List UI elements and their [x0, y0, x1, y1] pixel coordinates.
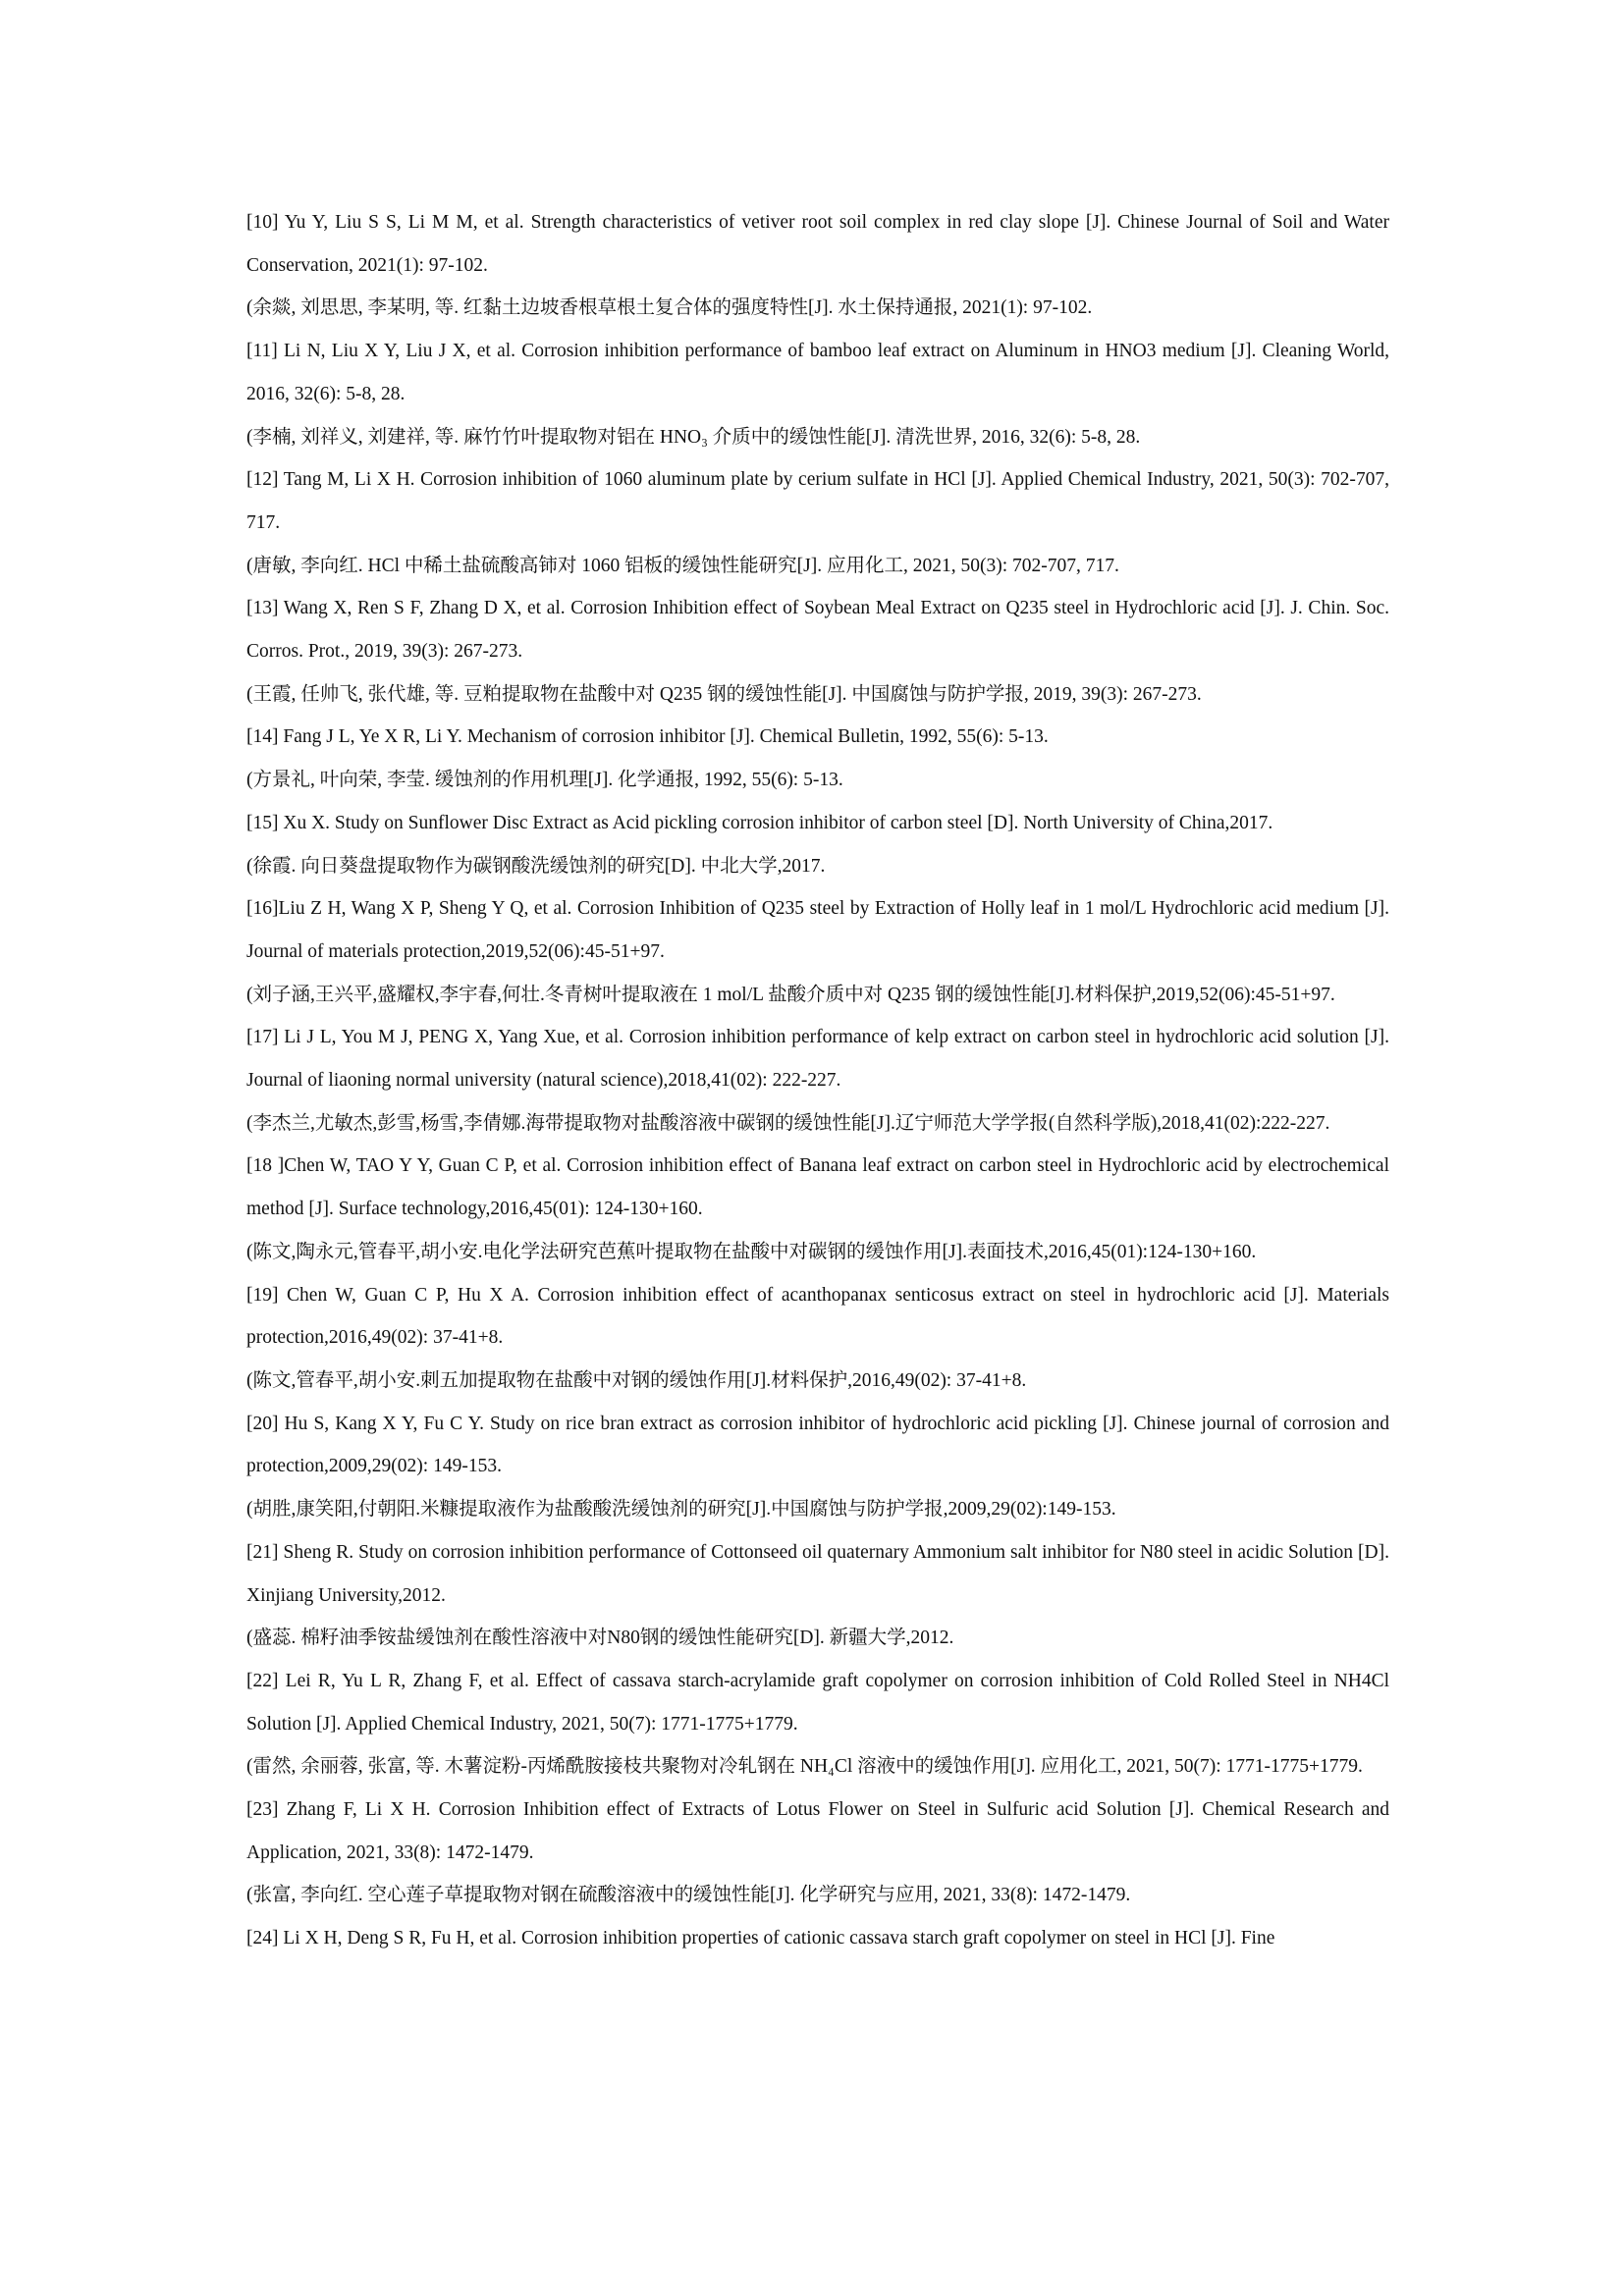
- reference-entry-15-cn: (徐霞. 向日葵盘提取物作为碳钢酸洗缓蚀剂的研究[D]. 中北大学,2017.: [246, 855, 826, 877]
- reference-entry-22-cn: (雷然, 余丽蓉, 张富, 等. 木薯淀粉-丙烯酰胺接枝共聚物对冷轧钢在 NH₄Cl 溶液中的缓蚀作用[J]. 应用化工, 2021, 50(7): 1771-1775+1779.: [246, 1756, 1363, 1778]
- reference-entry-13-en: [13] Wang X, Ren S F, Zhang D X, et al. Corrosion Inhibition effect of Soybean Meal Extract on Q235 steel in Hydrochloric acid [J]. J. Chin. Soc. Corros. Prot., 2019, 39(3): 267-273.: [246, 598, 1389, 663]
- reference-entry-11-cn: (李楠, 刘祥义, 刘建祥, 等. 麻竹竹叶提取物对铝在 HNO₃ 介质中的缓蚀性能[J]. 清洗世界, 2016, 32(6): 5-8, 28.: [246, 426, 1141, 448]
- reference-entry-18-en: [18 ]Chen W, TAO Y Y, Guan C P, et al. Corrosion inhibition effect of Banana leaf extract on carbon steel in Hydrochloric acid by electrochemical method [J]. Surface technology,2016,45(01): 124-130+160.: [246, 1155, 1389, 1220]
- reference-entry-19-cn: (陈文,管春平,胡小安.刺五加提取物在盐酸中对钢的缓蚀作用[J].材料保护,2016,49(02): 37-41+8.: [246, 1369, 1027, 1391]
- reference-entry-16-cn: (刘子涵,王兴平,盛耀权,李宇春,何壮.冬青树叶提取液在 1 mol/L 盐酸介质中对 Q235 钢的缓蚀性能[J].材料保护,2019,52(06):45-51+97.: [246, 984, 1335, 1005]
- reference-entry-21-cn: (盛蕊. 棉籽油季铵盐缓蚀剂在酸性溶液中对N80钢的缓蚀性能研究[D]. 新疆大学,2012.: [246, 1628, 954, 1649]
- reference-entry-10-cn: (余燚, 刘思思, 李某明, 等. 红黏土边坡香根草根土复合体的强度特性[J]. 水土保持通报, 2021(1): 97-102.: [246, 297, 1093, 319]
- reference-entry-14-cn: (方景礼, 叶向荣, 李莹. 缓蚀剂的作用机理[J]. 化学通报, 1992, 55(6): 5-13.: [246, 770, 843, 791]
- reference-entry-17-cn: (李杰兰,尤敏杰,彭雪,杨雪,李倩娜.海带提取物对盐酸溶液中碳钢的缓蚀性能[J].辽宁师范大学学报(自然科学版),2018,41(02):222-227.: [246, 1112, 1330, 1134]
- reference-entry-13-cn: (王霞, 任帅飞, 张代雄, 等. 豆粕提取物在盐酸中对 Q235 钢的缓蚀性能[J]. 中国腐蚀与防护学报, 2019, 39(3): 267-273.: [246, 683, 1202, 705]
- reference-entry-10-en: [10] Yu Y, Liu S S, Li M M, et al. Strength characteristics of vetiver root soil complex in red clay slope [J]. Chinese Journal of Soil and Water Conservation, 2021(1): 97-102.: [246, 212, 1389, 276]
- reference-entry-12-en: [12] Tang M, Li X H. Corrosion inhibition of 1060 aluminum plate by cerium sulfate in HCl [J]. Applied Chemical Industry, 2021, 50(3): 702-707, 717.: [246, 469, 1389, 533]
- reference-entry-19-en: [19] Chen W, Guan C P, Hu X A. Corrosion inhibition effect of acanthopanax senticosus extract on steel in hydrochloric acid [J]. Materials protection,2016,49(02): 37-41+8.: [246, 1284, 1389, 1349]
- reference-entry-22-en: [22] Lei R, Yu L R, Zhang F, et al. Effect of cassava starch-acrylamide graft copolymer on corrosion inhibition of Cold Rolled Steel in NH4Cl Solution [J]. Applied Chemical Industry, 2021, 50(7): 1771-1775+1779.: [246, 1670, 1389, 1735]
- reference-entry-24-en: [24] Li X H, Deng S R, Fu H, et al. Corrosion inhibition properties of cationic cassava starch graft copolymer on steel in HCl [J]. Fine: [246, 1928, 1275, 1949]
- reference-entry-12-cn: (唐敏, 李向红. HCl 中稀土盐硫酸高铈对 1060 铝板的缓蚀性能研究[J]. 应用化工, 2021, 50(3): 702-707, 717.: [246, 555, 1119, 576]
- reference-entry-17-en: [17] Li J L, You M J, PENG X, Yang Xue, et al. Corrosion inhibition performance of kelp extract on carbon steel in hydrochloric acid solution [J]. Journal of liaoning normal university (natural science),2018,41(02): 222-227.: [246, 1027, 1389, 1092]
- reference-entry-16-en: [16]Liu Z H, Wang X P, Sheng Y Q, et al. Corrosion Inhibition of Q235 steel by Extraction of Holly leaf in 1 mol/L Hydrochloric acid medium [J]. Journal of materials protection,2019,52(06):45-51+97.: [246, 898, 1389, 962]
- reference-entry-23-cn: (张富, 李向红. 空心莲子草提取物对钢在硫酸溶液中的缓蚀性能[J]. 化学研究与应用, 2021, 33(8): 1472-1479.: [246, 1885, 1131, 1906]
- reference-entry-15-en: [15] Xu X. Study on Sunflower Disc Extract as Acid pickling corrosion inhibitor of carbon steel [D]. North University of China,2017.: [246, 812, 1273, 833]
- reference-entry-23-en: [23] Zhang F, Li X H. Corrosion Inhibition effect of Extracts of Lotus Flower on Steel in Sulfuric acid Solution [J]. Chemical Research and Application, 2021, 33(8): 1472-1479.: [246, 1799, 1389, 1863]
- reference-entry-18-cn: (陈文,陶永元,管春平,胡小安.电化学法研究芭蕉叶提取物在盐酸中对碳钢的缓蚀作用[J].表面技术,2016,45(01):124-130+160.: [246, 1241, 1257, 1262]
- reference-list: [246, 201, 1389, 1960]
- reference-entry-11-en: [11] Li N, Liu X Y, Liu J X, et al. Corrosion inhibition performance of bamboo leaf extract on Aluminum in HNO3 medium [J]. Cleaning World, 2016, 32(6): 5-8, 28.: [246, 341, 1389, 404]
- reference-entry-14-en: [14] Fang J L, Ye X R, Li Y. Mechanism of corrosion inhibitor [J]. Chemical Bulletin, 1992, 55(6): 5-13.: [246, 726, 1049, 748]
- reference-entry-21-en: [21] Sheng R. Study on corrosion inhibition performance of Cottonseed oil quaternary Ammonium salt inhibitor for N80 steel in acidic Solution [D]. Xinjiang University,2012.: [246, 1541, 1389, 1606]
- reference-entry-20-cn: (胡胜,康笑阳,付朝阳.米糠提取液作为盐酸酸洗缓蚀剂的研究[J].中国腐蚀与防护学报,2009,29(02):149-153.: [246, 1499, 1116, 1521]
- reference-entry-20-en: [20] Hu S, Kang X Y, Fu C Y. Study on rice bran extract as corrosion inhibitor of hydrochloric acid pickling [J]. Chinese journal of corrosion and protection,2009,29(02): 149-153.: [246, 1413, 1389, 1477]
